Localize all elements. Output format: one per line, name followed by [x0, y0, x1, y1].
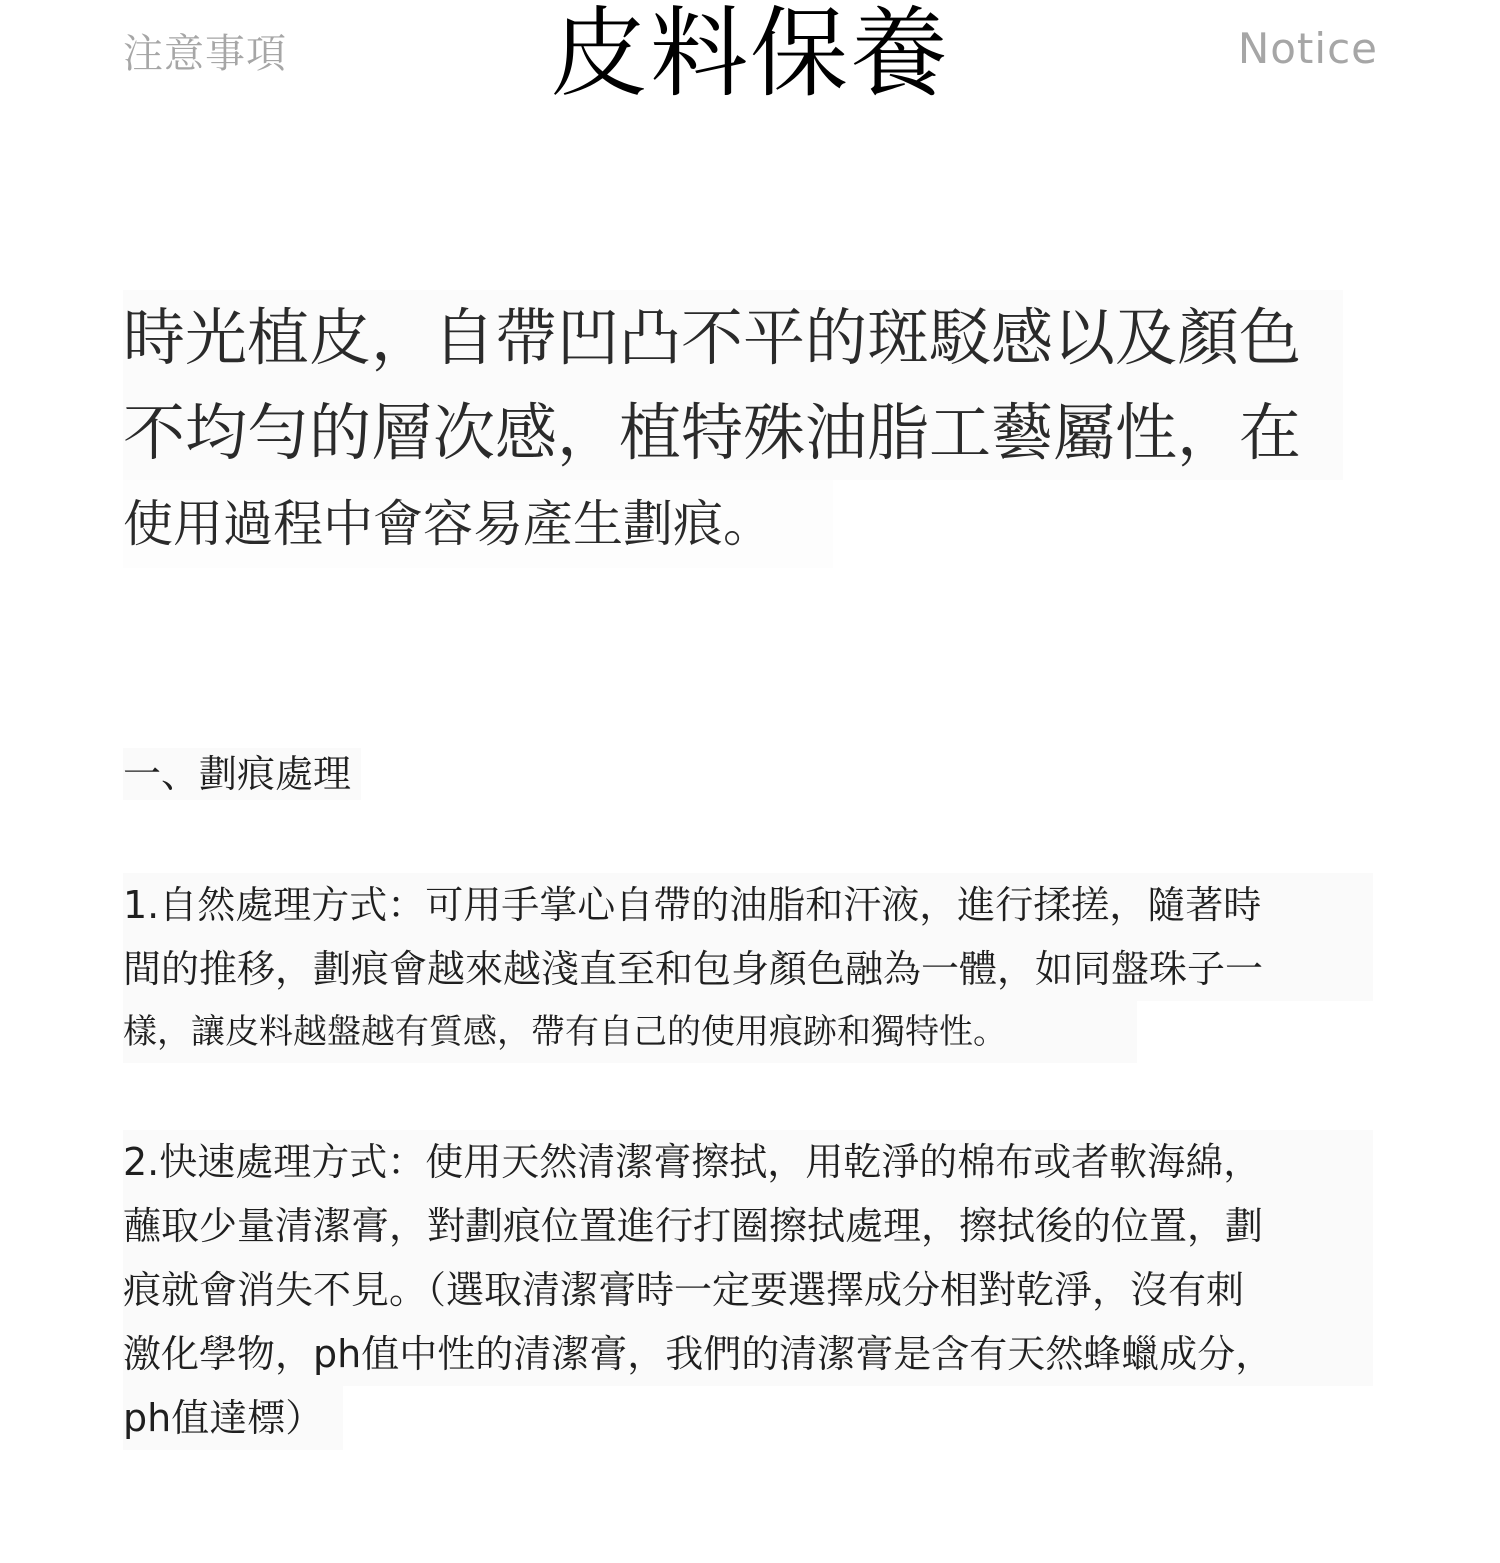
section-heading: 一、劃痕處理 [123, 748, 361, 800]
paragraph-quick-method [123, 1130, 1373, 1450]
paragraph-line: 痕就會消失不見。（選取清潔膏時一定要選擇成分相對乾淨，沒有刺 [123, 1258, 1373, 1322]
notice-label-zh: 注意事項 [123, 31, 287, 77]
paragraph-natural-method [123, 873, 1373, 1063]
notice-label-en: Notice [1237, 24, 1378, 73]
intro-line: 不均勻的層次感，植特殊油脂工藝屬性，在 [123, 385, 1343, 480]
intro-line: 使用過程中會容易產生劃痕。 [123, 480, 833, 568]
paragraph-line: 激化學物，ph值中性的清潔膏，我們的清潔膏是含有天然蜂蠟成分， [123, 1322, 1373, 1386]
paragraph-line: 2.快速處理方式：使用天然清潔膏擦拭，用乾淨的棉布或者軟海綿， [123, 1130, 1373, 1194]
paragraph-line: 蘸取少量清潔膏，對劃痕位置進行打圈擦拭處理，擦拭後的位置，劃 [123, 1194, 1373, 1258]
intro-text [123, 290, 1343, 568]
intro-line: 時光植皮，自帶凹凸不平的斑駁感以及顏色 [123, 290, 1343, 385]
page-title: 皮料保養 [549, 0, 950, 111]
paragraph-line: 1.自然處理方式：可用手掌心自帶的油脂和汗液，進行揉搓，隨著時 [123, 873, 1373, 937]
paragraph-line: 間的推移，劃痕會越來越淺直至和包身顏色融為一體，如同盤珠子一 [123, 937, 1373, 1001]
paragraph-line: ph值達標） [123, 1386, 343, 1450]
paragraph-line: 樣，讓皮料越盤越有質感，帶有自己的使用痕跡和獨特性。 [123, 1001, 1137, 1063]
